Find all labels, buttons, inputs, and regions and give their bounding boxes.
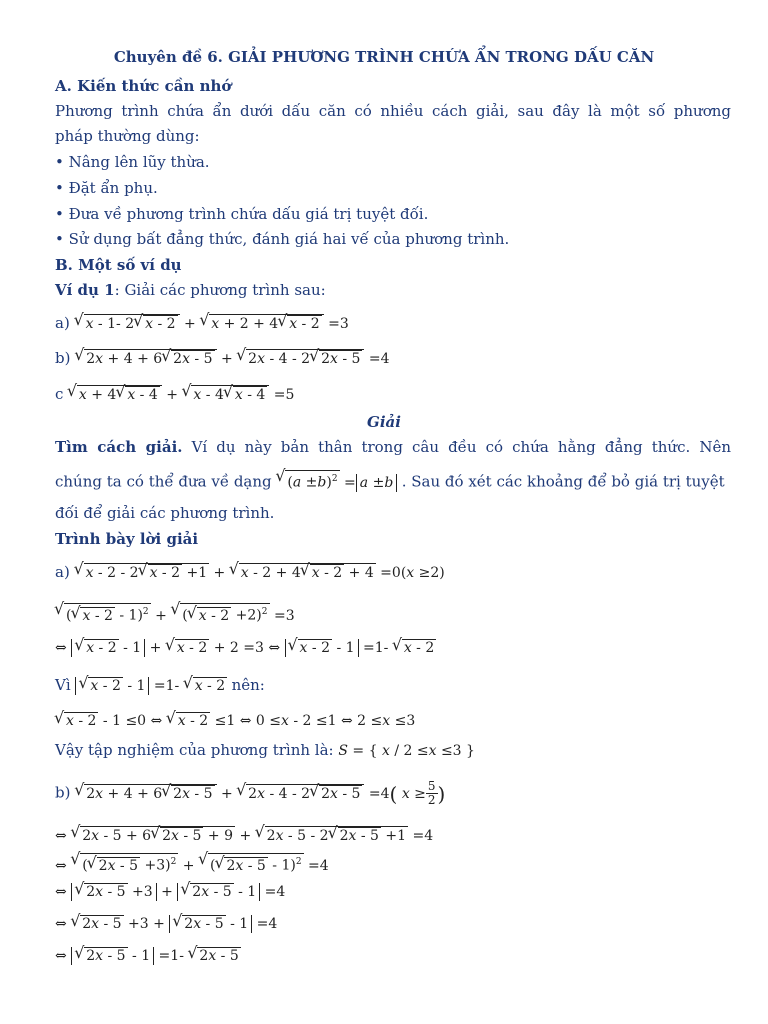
bullet-3: • Đưa về phương trình chứa dấu giá trị tuyệt đối.: [55, 205, 429, 223]
equation-c: [55, 384, 294, 405]
solution-a-formula-2: √ (√ x - 2 - 1)$^2$ + √ (√ x - 2 +2)$^2$ =3: [55, 608, 295, 624]
approach-line-1: [55, 437, 731, 457]
solution-b-formula-1: √ 2x + 4 + 6√ 2x - 5 + √ 2x - 4 - 2√ 2x - 5 =4( x ≥ $\frac{5}{2}$ ): [75, 786, 445, 802]
solution-b-line-6: [55, 945, 241, 966]
solution-a-formula-4: √ x - 2 - 1 =1- √ x - 2: [75, 678, 231, 694]
equation-b: [55, 348, 390, 369]
presentation-heading: Trình bày lời giải: [55, 530, 199, 548]
approach-line-3: đối để giải các phương trình.: [55, 504, 275, 522]
bullet-4: • Sử dụng bất đẳng thức, đánh giá hai vế của phương trình.: [55, 230, 510, 248]
solution-b-formula-5: ⇔ √ 2x - 5 +3 + √ 2x - 5 - 1 =4: [55, 916, 277, 932]
approach-text-2b: . Sau đó xét các khoảng để bỏ giá trị tuyệt: [401, 472, 725, 491]
example-text: : Giải các phương trình sau:: [114, 281, 326, 299]
part-b-label: b): [55, 349, 71, 367]
conclusion-text: Vậy tập nghiệm của phương trình là:: [55, 741, 334, 759]
example-label: Ví dụ 1: [55, 281, 115, 299]
approach-line-2: [55, 470, 725, 493]
intro-line-1: Phương trình chứa ẩn dưới dấu căn có nhiều cách giải, sau đây là một số phương: [55, 102, 731, 120]
section-b-heading: B. Một số ví dụ: [55, 256, 182, 274]
solution-b-formula-4: ⇔ √ 2x - 5 +3 + √ 2x - 5 - 1 =4: [55, 884, 285, 900]
solution-b-line-5: [55, 913, 277, 934]
solution-a-formula-5: √ x - 2 - 1 ≤0 ⇔ √ x - 2 ≤1 ⇔ 0 ≤x - 2 ≤1 ⇔ 2 ≤x ≤3: [55, 713, 415, 729]
intro-line-2: pháp thường dùng:: [55, 127, 200, 145]
solution-a-label: a): [55, 563, 70, 581]
solution-a-line-1: [55, 562, 445, 583]
section-a-heading: A. Kiến thức cần nhớ: [55, 77, 232, 95]
solution-a-formula-3: ⇔ √ x - 2 - 1 + √ x - 2 + 2 =3 ⇔ √ x - 2 - 1 =1- √ x - 2: [55, 640, 436, 656]
solution-b-line-1: [55, 780, 445, 807]
solution-b-line-4: [55, 881, 285, 902]
solution-b-label: b): [55, 783, 71, 802]
solution-set-formula: S = { x / 2 ≤x ≤3 }: [338, 743, 475, 759]
solution-a-line-4: [55, 675, 265, 696]
solution-b-line-2: [55, 825, 433, 846]
approach-text-2a: chúng ta có thể đưa về dạng: [55, 472, 277, 491]
page-title: Chuyên đề 6. GIẢI PHƯƠNG TRÌNH CHỨA ẨN TRONG DẤU CĂN: [113, 48, 655, 66]
solution-b-formula-2: ⇔ √ 2x - 5 + 6√ 2x - 5 + 9 + √ 2x - 5 - 2√ 2x - 5 +1 =4: [55, 828, 433, 844]
solution-a-formula-1: √ x - 2 - 2√ x - 2 +1 + √ x - 2 + 4√ x - 2 + 4 =0(x ≥2): [75, 565, 445, 581]
solution-heading: Giải: [367, 413, 401, 431]
bullet-2: • Đặt ẩn phụ.: [55, 179, 158, 197]
solution-a-conclusion: [55, 740, 475, 761]
approach-label: Tìm cách giải.: [55, 438, 183, 456]
equation-a-formula: √ x - 1- 2√ x - 2 + √ x + 2 + 4√ x - 2 =3: [75, 316, 349, 332]
identity-formula: √ $(a \pm b)^2 = a \pm b$: [276, 475, 401, 491]
solution-a-line-3: [55, 637, 436, 658]
equation-a: [55, 313, 349, 334]
solution-a-line-2: [55, 603, 295, 626]
solution-b-formula-3: ⇔ √ (√ 2x - 5 +3)$^2$ + √ (√ 2x - 5 - 1)$^2$ =4: [55, 858, 329, 874]
equation-c-formula: √ x + 4√ x - 4 + √ x - 4√ x - 4 =5: [63, 387, 294, 403]
equation-b-formula: √ 2x + 4 + 6√ 2x - 5 + √ 2x - 4 - 2√ 2x - 5 =4: [75, 351, 389, 367]
part-c-label: c: [55, 385, 64, 403]
so-label: nên:: [231, 676, 265, 694]
because-label: Vì: [55, 676, 71, 694]
approach-text-1: Ví dụ này bản thân trong câu đều có chứa hằng đẳng thức. Nên: [182, 438, 731, 456]
example-1-line: [55, 280, 326, 300]
solution-b-line-3: [55, 853, 329, 876]
bullet-1: • Nâng lên lũy thừa.: [55, 153, 210, 171]
part-a-label: a): [55, 314, 70, 332]
solution-a-line-5: [55, 710, 415, 731]
solution-b-formula-6: ⇔ √ 2x - 5 - 1 =1- √ 2x - 5: [55, 948, 241, 964]
